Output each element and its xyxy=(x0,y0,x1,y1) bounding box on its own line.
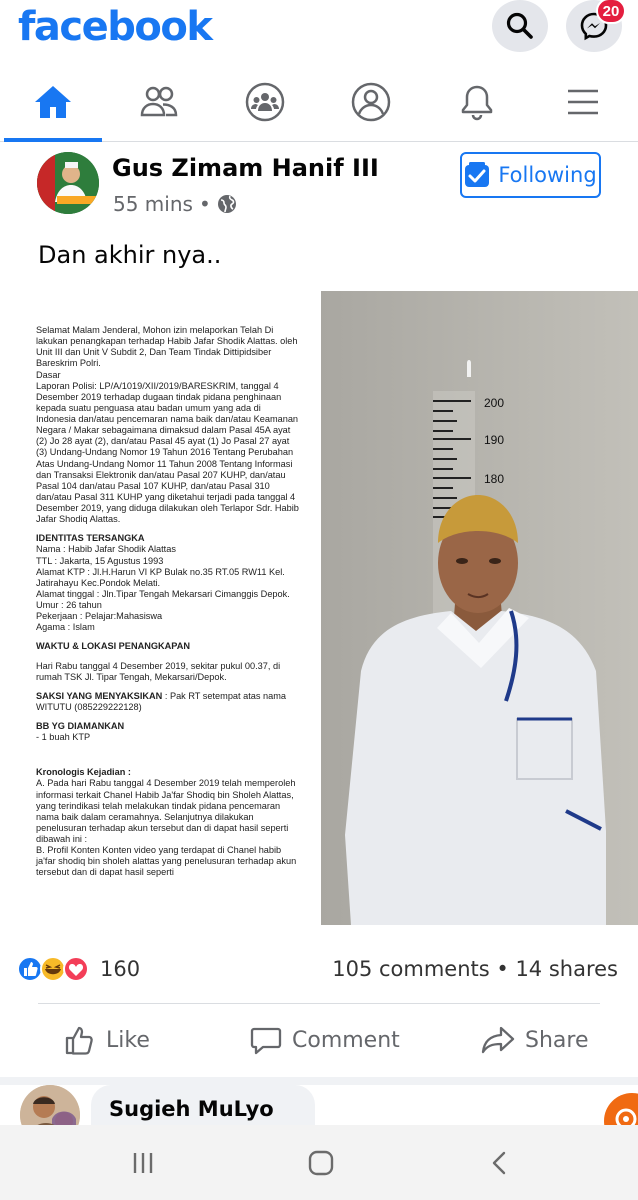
recent-apps-icon xyxy=(130,1150,156,1176)
post-time[interactable]: 55 mins xyxy=(113,192,193,216)
doc-identitas-line: Umur : 26 tahun xyxy=(36,600,102,610)
post-card xyxy=(0,143,638,1077)
search-icon xyxy=(505,11,535,41)
tab-groups[interactable] xyxy=(212,62,318,142)
recent-apps-button[interactable] xyxy=(113,1143,173,1183)
thumbs-up-icon xyxy=(64,1024,96,1056)
doc-kronologis-b: B. Profil Konten Konten video yang terdapat di Chanel habib ja'far shodiq bin sholeh alattas yang penelusuran terhadap akun tersebut dan di dapat hasil seperti xyxy=(36,845,297,878)
home-square-icon xyxy=(307,1149,335,1177)
doc-dasar-text: Laporan Polisi: LP/A/1019/XII/2019/BARESKRIM, tanggal 4 Desember 2019 terhadap dugaan tindak pidana penghinaan kepada suatu penguasa atau badan umum yang ada di Indonesia dan/atau pencemaran nama baik dan/atau Keamanan Negara / Makar sebagaimana dimaksud dalam Pasal 45A ayat (2) Jo 28 ayat (2), dan/atau Pasal 45 ayat (1) Jo Pasal 27 ayat (3) Undang-Undang Nomor 19 Tahun 2016 Tentang Perubahan Atas Undang-Undang Nomor 11 Tahun 2008 Tentang Informasi dan Transaksi Elektronik dan/atau Pasal 207 KUHP, dan/atau Pasal 104 dan/atau Pasal 107 KUHP, dan/atau Pasal 310 dan/atau Pasal 311 KUHP yang diketahui terjadi pada tanggal 4 Desember 2019, yang diduga dilakukan oleh Terlapor Sdr. Habib Jafar Shodiq Alattas. xyxy=(36,380,299,525)
share-button[interactable] xyxy=(481,1009,589,1071)
post-image[interactable] xyxy=(18,291,638,931)
back-button[interactable] xyxy=(470,1143,530,1183)
post-author[interactable]: Gus Zimam Hanif III xyxy=(112,154,379,182)
following-button[interactable] xyxy=(460,152,601,198)
mugshot-illustration xyxy=(321,291,638,925)
doc-identitas-line: TTL : Jakarta, 15 Agustus 1993 xyxy=(36,555,164,566)
comments-shares-count[interactable]: 105 comments • 14 shares xyxy=(332,957,618,981)
police-report-document xyxy=(18,291,320,931)
reaction-count: 160 xyxy=(100,957,141,981)
commenter-avatar[interactable] xyxy=(20,1085,80,1125)
comment-preview xyxy=(0,1085,638,1125)
bell-icon xyxy=(457,82,497,122)
like-button[interactable] xyxy=(64,1009,150,1071)
ruler-label-200: 200 xyxy=(484,396,505,410)
doc-identitas-title: IDENTITAS TERSANGKA xyxy=(36,533,145,544)
doc-intro: Selamat Malam Jenderal, Mohon izin melaporkan Telah Di lakukan penangkapan terhadap Habib Jafar Shodik Alattas. oleh Unit III dan Unit V Subdit 2, Dan Team Tindak Dittipidsiber Bareskrim Polri. xyxy=(36,325,298,369)
doc-identitas-line: Alamat KTP : Jl.H.Harun VI KP Bulak no.35 RT.05 RW11 Kel. Jatirahayu Kec.Pondok Melati. xyxy=(36,566,285,588)
search-button[interactable] xyxy=(492,0,548,52)
doc-kronologis-title: Kronologis Kejadian : xyxy=(36,767,131,778)
doc-identitas-line: Nama : Habib Jafar Shodik Alattas xyxy=(36,544,176,555)
profile-icon xyxy=(350,81,392,123)
following-label: Following xyxy=(498,163,597,187)
post-text: Dan akhir nya.. xyxy=(38,241,222,269)
back-chevron-icon xyxy=(487,1150,513,1176)
share-label: Share xyxy=(525,1027,589,1053)
meta-separator: • xyxy=(198,192,211,216)
commenter-avatar-image xyxy=(20,1085,80,1125)
commenter-name[interactable]: Sugieh MuLyo xyxy=(109,1097,274,1121)
doc-kronologis-a: A. Pada hari Rabu tanggal 4 Desember 2019 telah memperoleh informasi terkait Chanel Habib Ja'far Shodiq bin Sholeh Alattas, yang terindikasi telah melakukan tindak pidana pencemaran nama baik dalam ceramahnya. Selanjutnya dilakukan penelusuran terhadap akun tersebut dan di dapat hasil seperti dibawah ini : xyxy=(36,778,296,844)
doc-dasar-label: Dasar xyxy=(36,369,61,380)
divider xyxy=(38,1003,600,1004)
doc-identitas-line: Alamat tinggal : Jln.Tipar Tengah Mekarsari Cimanggis Depok. xyxy=(36,588,290,599)
tab-profile[interactable] xyxy=(318,62,424,142)
link-icon xyxy=(604,1093,638,1125)
doc-waktu-title: WAKTU & LOKASI PENANGKAPAN xyxy=(36,641,190,652)
share-icon xyxy=(481,1024,515,1056)
messenger-button[interactable] xyxy=(566,0,622,52)
author-avatar[interactable] xyxy=(37,152,99,214)
home-system-button[interactable] xyxy=(291,1143,351,1183)
news-feed[interactable] xyxy=(0,143,638,1125)
friends-icon xyxy=(139,82,179,122)
tab-notifications[interactable] xyxy=(424,62,530,142)
ruler-label-180: 180 xyxy=(484,472,505,486)
comment-icon xyxy=(250,1024,282,1056)
globe-icon xyxy=(217,194,237,214)
reactions-summary[interactable] xyxy=(0,945,638,995)
tab-menu[interactable] xyxy=(530,62,636,142)
floating-action-button[interactable] xyxy=(604,1093,638,1125)
post-actions xyxy=(0,1009,638,1071)
ruler-label-190: 190 xyxy=(484,433,505,447)
comment-button[interactable] xyxy=(250,1009,400,1071)
doc-identitas-line: Agama : Islam xyxy=(36,622,95,633)
doc-bb-item: - 1 buah KTP xyxy=(36,732,91,743)
doc-waktu-text: Hari Rabu tanggal 4 Desember 2019, sekitar pukul 00.37, di rumah TSK Jl. Tipar Tengah, Mekarsari/Depok. xyxy=(36,660,281,682)
doc-identitas-line: Pekerjaan : Pelajar:Mahasiswa xyxy=(36,611,163,622)
top-bar xyxy=(0,0,638,62)
system-nav-bar xyxy=(0,1125,638,1200)
tab-friends[interactable] xyxy=(106,62,212,142)
reaction-icons xyxy=(17,955,97,983)
like-label: Like xyxy=(106,1027,150,1053)
comment-label: Comment xyxy=(292,1027,400,1053)
post-meta xyxy=(113,192,237,216)
tab-home[interactable] xyxy=(0,62,106,142)
groups-icon xyxy=(244,81,286,123)
avatar-image xyxy=(37,152,99,214)
nav-bar xyxy=(0,62,638,142)
menu-icon xyxy=(565,84,601,120)
doc-bb-title: BB YG DIAMANKAN xyxy=(36,721,125,731)
doc-saksi-text: : Pak RT setempat atas nama WITUTU (085229222128) xyxy=(36,690,287,712)
doc-saksi-title: SAKSI YANG MENYAKSIKAN xyxy=(36,690,163,701)
messenger-badge: 20 xyxy=(596,0,626,24)
mugshot-photo xyxy=(321,291,638,925)
facebook-logo[interactable]: facebook xyxy=(18,4,212,50)
following-check-icon xyxy=(464,162,490,188)
home-icon xyxy=(33,82,73,122)
